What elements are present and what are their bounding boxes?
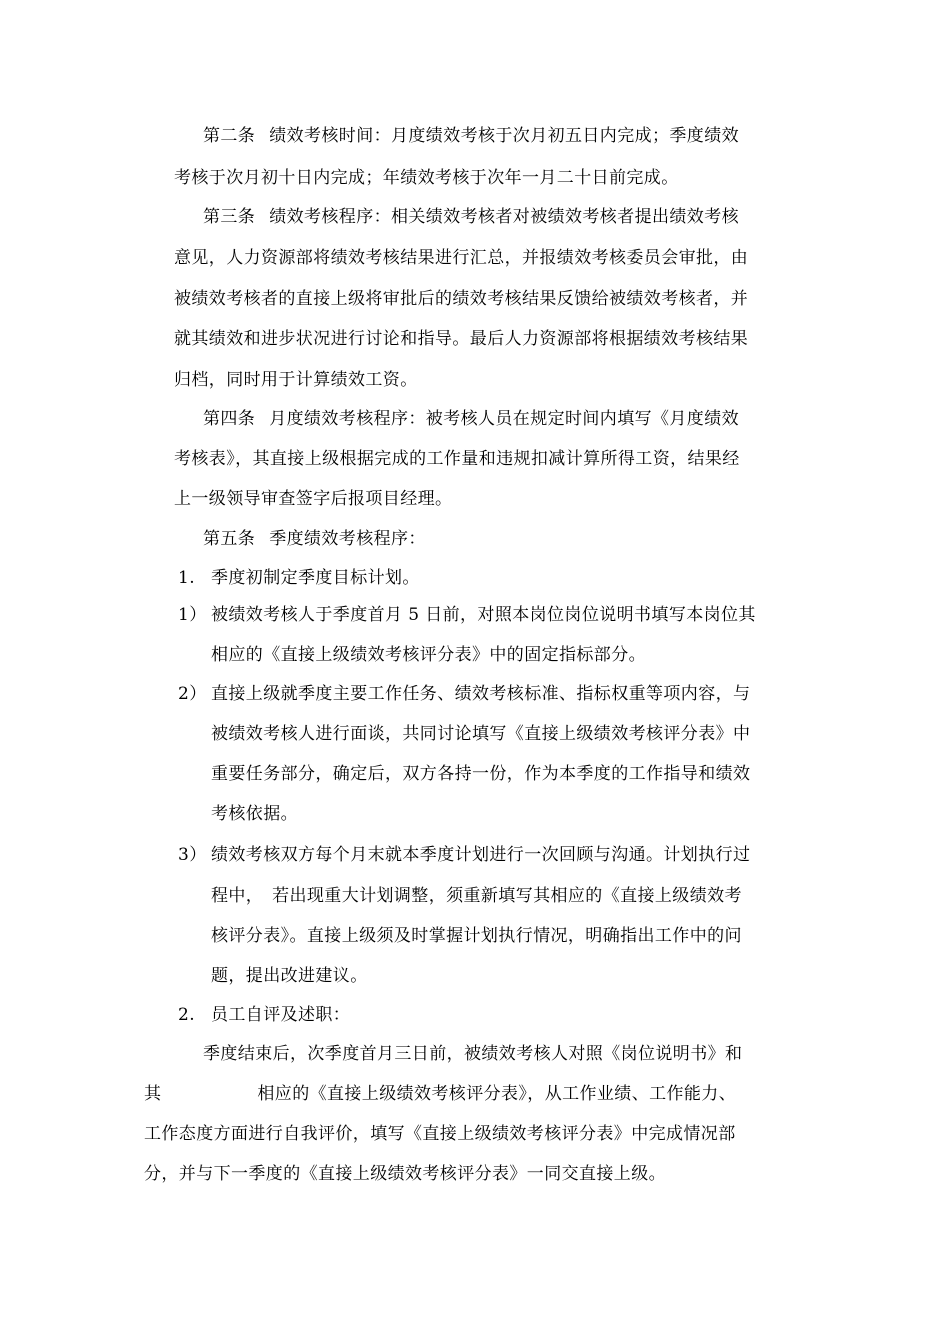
article-2-line-2: 考核于次月初十日内完成；年绩效考核于次年一月二十日前完成。 <box>174 168 679 188</box>
article-4-line-1 <box>203 407 739 431</box>
item-3-line-4: 题，提出改进建议。 <box>211 966 368 986</box>
article-3-label: 第三条 <box>203 207 256 227</box>
article-3-text: 绩效考核程序：相关绩效考核者对被绩效考核者提出绩效考核 <box>269 207 740 227</box>
article-4-label: 第四条 <box>203 409 256 429</box>
item-2-line-4: 考核依据。 <box>211 804 298 824</box>
section-2-number: 2. <box>178 1005 196 1025</box>
item-3-number: 3） <box>178 845 207 865</box>
section-2-line-1: 季度结束后，次季度首月三日前，被绩效考核人对照《岗位说明书》和 <box>203 1044 743 1064</box>
item-1-line-1: 被绩效考核人于季度首月 5 日前，对照本岗位岗位说明书填写本岗位其 <box>211 605 756 625</box>
article-5-title: 季度绩效考核程序： <box>269 529 426 549</box>
section-2-line-2-start: 其 <box>144 1084 162 1104</box>
section-2-line-2-rest: 相应的《直接上级绩效考核评分表》，从工作业绩、工作能力、 <box>257 1084 737 1104</box>
article-3-line-3: 被绩效考核者的直接上级将审批后的绩效考核结果反馈给被绩效考核者，并 <box>174 289 749 309</box>
article-3-line-2: 意见，人力资源部将绩效考核结果进行汇总，并报绩效考核委员会审批，由 <box>174 248 749 268</box>
article-4-text: 月度绩效考核程序：被考核人员在规定时间内填写《月度绩效 <box>269 409 740 429</box>
article-5-label: 第五条 <box>203 529 256 549</box>
item-3-line-1: 绩效考核双方每个月末就本季度计划进行一次回顾与沟通。计划执行过 <box>211 845 751 865</box>
item-2-line-2: 被绩效考核人进行面谈，共同讨论填写《直接上级绩效考核评分表》中 <box>211 724 751 744</box>
section-1-title: 季度初制定季度目标计划。 <box>211 568 420 588</box>
section-2-title: 员工自评及述职： <box>211 1005 351 1025</box>
item-2-line-1: 直接上级就季度主要工作任务、绩效考核标准、指标权重等项内容，与 <box>211 684 751 704</box>
section-2-line-4: 分，并与下一季度的《直接上级绩效考核评分表》一同交直接上级。 <box>144 1164 666 1184</box>
article-3-line-4: 就其绩效和进步状况进行讨论和指导。最后人力资源部将根据绩效考核结果 <box>174 329 749 349</box>
section-2-line-2 <box>144 1082 736 1106</box>
item-2-line-3: 重要任务部分，确定后，双方各持一份，作为本季度的工作指导和绩效 <box>211 764 751 784</box>
item-1-number: 1） <box>178 605 207 625</box>
section-1-number: 1. <box>178 568 196 588</box>
article-3-line-5: 归档，同时用于计算绩效工资。 <box>174 370 418 390</box>
item-3-line-3: 核评分表》。直接上级须及时掌握计划执行情况，明确指出工作中的问 <box>211 926 742 946</box>
article-4-line-3: 上一级领导审查签字后报项目经理。 <box>174 489 453 509</box>
article-2-line-1 <box>203 124 739 148</box>
article-4-line-2: 考核表》，其直接上级根据完成的工作量和违规扣减计算所得工资，结果经 <box>174 449 740 469</box>
article-2-label: 第二条 <box>203 126 256 146</box>
item-2-number: 2） <box>178 684 207 704</box>
article-3-line-1 <box>203 205 739 229</box>
item-1-line-2: 相应的《直接上级绩效考核评分表》中的固定指标部分。 <box>211 645 646 665</box>
section-2-line-3: 工作态度方面进行自我评价，填写《直接上级绩效考核评分表》中完成情况部 <box>144 1124 736 1144</box>
item-3-line-2: 程中， 若出现重大计划调整，须重新填写其相应的《直接上级绩效考 <box>211 886 742 906</box>
article-5-line-1 <box>203 527 426 551</box>
article-2-text: 绩效考核时间：月度绩效考核于次月初五日内完成；季度绩效 <box>269 126 740 146</box>
